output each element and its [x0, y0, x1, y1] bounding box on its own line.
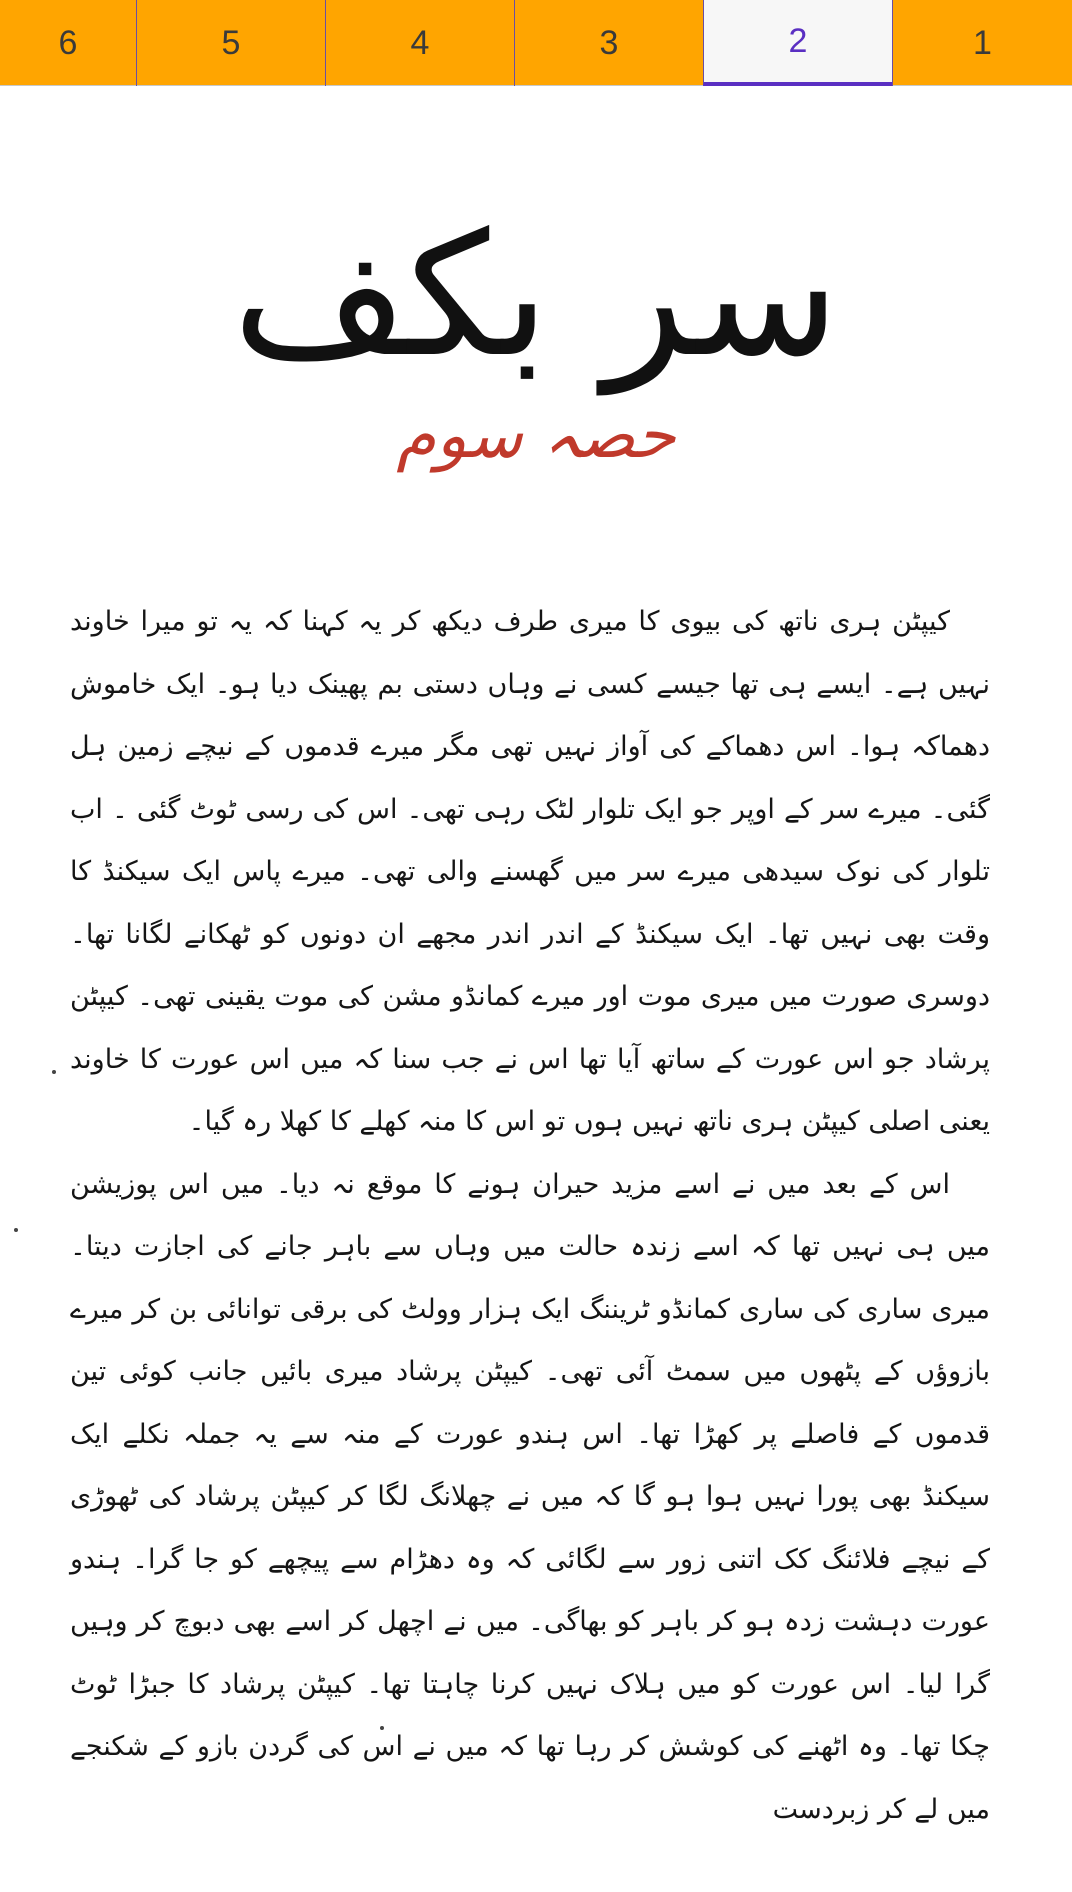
scan-speck: [14, 1228, 18, 1232]
tab-2[interactable]: 2: [703, 0, 892, 86]
body-text: [70, 591, 990, 1841]
page-title: سر بکف: [232, 197, 840, 395]
page-tab-bar: [0, 0, 1072, 86]
paragraph: کیپٹن ہری ناتھ کی بیوی کا میری طرف دیکھ کر یہ کہنا کہ یہ تو میرا خاوند نہیں ہے۔ ایسے ہی تھا جیسے کسی نے وہاں دستی بم پھینک دیا ہو۔ ایک خاموش دھماکہ ہوا۔ اس دھماکے کی آواز نہیں تھی مگر میرے قدموں کے نیچے زمین ہل گئی۔ میرے سر کے اوپر جو ایک تلوار لٹک رہی تھی۔ اس کی رسی ٹوٹ گئی ۔ اب تلوار کی نوک سیدھی میرے سر میں گھسنے والی تھی۔ میرے پاس ایک سیکنڈ کا وقت بھی نہیں تھا۔ ایک سیکنڈ کے اندر اندر مجھے ان دونوں کو ٹھکانے لگانا تھا۔ دوسری صورت میں میری موت اور میرے کمانڈو مشن کی موت یقینی تھی۔ کیپٹن پرشاد جو اس عورت کے ساتھ آیا تھا اس نے جب سنا کہ میں اس عورت کا خاوند یعنی اصلی کیپٹن ہری ناتھ نہیں ہوں تو اس کا منہ کھلے کا کھلا رہ گیا۔: [70, 606, 990, 1137]
tab-4[interactable]: 4: [325, 0, 514, 86]
tab-5[interactable]: 5: [136, 0, 325, 86]
tab-3[interactable]: 3: [514, 0, 703, 86]
tab-6[interactable]: 6: [58, 23, 78, 62]
page-subtitle: حصہ سوم: [396, 399, 676, 473]
tab-1[interactable]: 1: [892, 0, 1072, 86]
scan-speck: [380, 1726, 384, 1730]
scanned-page: [0, 86, 1072, 1892]
scan-speck: [52, 1070, 56, 1074]
paragraph: اس کے بعد میں نے اسے مزید حیران ہونے کا موقع نہ دیا۔ میں اس پوزیشن میں ہی نہیں تھا کہ اسے زندہ حالت میں وہاں سے باہر جانے کی اجازت دیتا۔ میری ساری کی ساری کمانڈو ٹریننگ ایک ہزار وولٹ کی برقی توانائی بن کر میرے بازوؤں کے پٹھوں میں سمٹ آئی تھی۔ کیپٹن پرشاد میری بائیں جانب کوئی تین قدموں کے فاصلے پر کھڑا تھا۔ اس ہندو عورت کے منہ سے یہ جملہ نکلے ایک سیکنڈ بھی پورا نہیں ہوا ہو گا کہ میں نے چھلانگ لگا کر کیپٹن پرشاد کی ٹھوڑی کے نیچے فلائنگ کک اتنی زور سے لگائی کہ وہ دھڑام سے پیچھے کو جا گرا۔ ہندو عورت دہشت زدہ ہو کر باہر کو بھاگی۔ میں نے اچھل کر اسے بھی دبوچ کر وہیں گرا لیا۔ اس عورت کو میں ہلاک نہیں کرنا چاہتا تھا۔ کیپٹن پرشاد کا جبڑا ٹوٹ چکا تھا۔ وہ اٹھنے کی کوشش کر رہا تھا کہ میں نے اس کی گردن بازو کے شکنجے میں لے کر زبردست: [70, 1168, 990, 1825]
